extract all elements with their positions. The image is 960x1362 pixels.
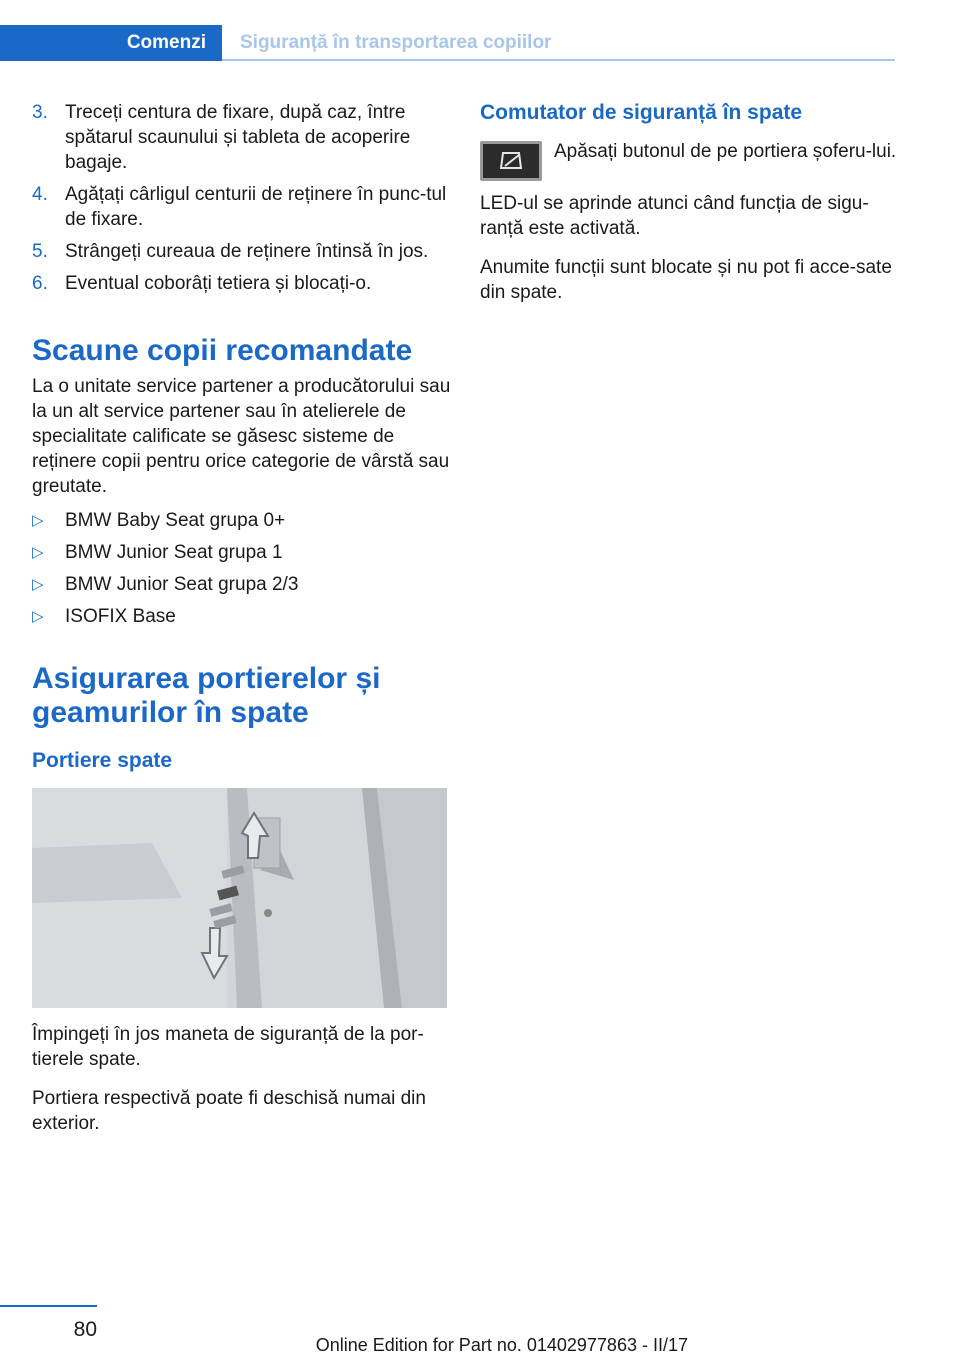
rear-doors-subheading: Portiere spate <box>32 749 173 772</box>
list-item <box>32 182 452 232</box>
triangle-right-icon: ▷ <box>32 576 44 593</box>
seat-name: BMW Junior Seat grupa 2/3 <box>65 574 299 595</box>
edition-note: Online Edition for Part no. 01402977863 - II/17 <box>315 1335 688 1355</box>
recommended-intro: La o unitate service partener a producătorului sau la un alt service partener sau în atelierele de specialitate calificate se găsesc sisteme de reținere copii pentru orice categorie de vârstă sau greutate. <box>32 376 451 497</box>
step-text: Strângeți cureaua de reținere întinsă în jos. <box>65 241 429 262</box>
list-item <box>32 572 452 597</box>
blocked-functions-note: Anumite funcții sunt blocate și nu pot fi acce-sate din spate. <box>480 257 892 303</box>
triangle-right-icon: ▷ <box>32 608 44 625</box>
window-lock-switch-icon <box>480 141 542 181</box>
seat-name: BMW Baby Seat grupa 0+ <box>65 510 286 531</box>
step-text: Treceți centura de fixare, după caz, între spătarul scaunului și tableta de acoperire bagaje. <box>65 102 411 173</box>
led-description: LED-ul se aprinde atunci când funcția de sigu-ranță este activată. <box>480 193 869 239</box>
step-number: 4. <box>32 184 48 205</box>
triangle-right-icon: ▷ <box>32 512 44 529</box>
header-divider <box>222 59 895 61</box>
page-header <box>0 25 895 61</box>
recommended-seats-heading: Scaune copii recomandate <box>32 334 413 367</box>
securing-doors-heading: Asigurarea portierelor și geamurilor în spate <box>32 662 381 729</box>
footer-divider <box>0 1305 97 1307</box>
recommended-seats-list <box>32 508 452 629</box>
step-text: Agățați cârligul centurii de reținere în punc-tul de fixare. <box>65 184 447 230</box>
left-column <box>32 100 452 1136</box>
step-number: 3. <box>32 102 48 123</box>
list-item <box>32 100 452 175</box>
section-title: Siguranță în transportarea copiilor <box>240 32 552 53</box>
list-item <box>32 239 452 264</box>
chapter-tab: Comenzi <box>0 25 222 61</box>
door-open-note: Portiera respectivă poate fi deschisă numai din exterior. <box>32 1088 426 1134</box>
list-item <box>32 271 452 296</box>
seat-name: ISOFIX Base <box>65 606 176 627</box>
list-item <box>32 604 452 629</box>
step-number: 6. <box>32 273 48 294</box>
right-column <box>480 100 900 305</box>
list-item <box>32 540 452 565</box>
page-number: 80 <box>73 1318 97 1341</box>
seat-name: BMW Junior Seat grupa 1 <box>65 542 283 563</box>
step-text: Eventual coborâți tetiera și blocați-o. <box>65 273 372 294</box>
rear-safety-switch-heading: Comutator de siguranță în spate <box>480 101 803 124</box>
step-number: 5. <box>32 241 48 262</box>
switch-instruction: Apăsați butonul de pe portiera șoferu-lui. <box>554 141 897 162</box>
push-lever-instruction: Împingeți în jos maneta de siguranță de la por-tierele spate. <box>32 1024 424 1070</box>
switch-instruction-row <box>480 139 900 181</box>
steps-list <box>32 100 452 296</box>
list-item <box>32 508 452 533</box>
door-lock-lever-illustration <box>32 788 447 1008</box>
triangle-right-icon: ▷ <box>32 544 44 561</box>
